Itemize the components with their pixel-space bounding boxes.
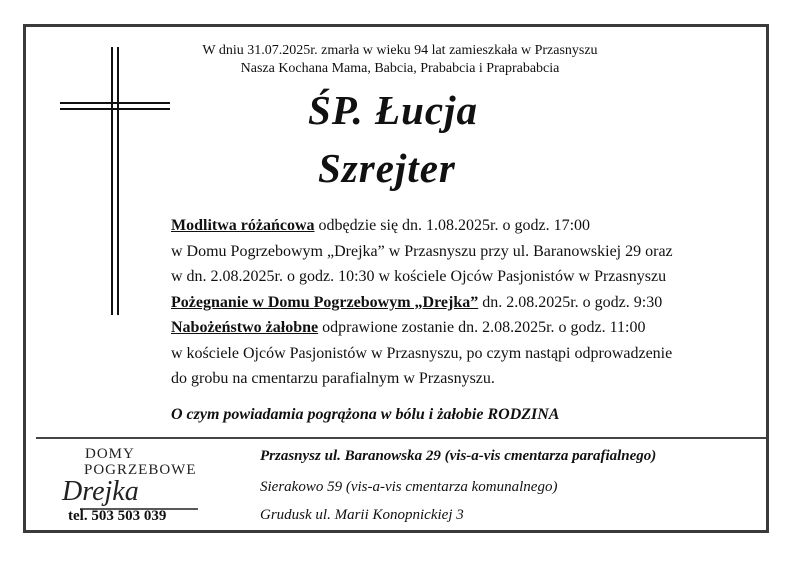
rosary-label: Modlitwa różańcowa <box>171 217 315 234</box>
detail-line: w Domu Pogrzebowym „Drejka” w Przasnyszu przy ul. Baranowskiej 29 oraz <box>171 242 673 260</box>
phone-number: tel. 503 503 039 <box>68 508 167 524</box>
deceased-last-name: Szrejter <box>318 145 456 191</box>
logo-line-domy: DOMY <box>85 446 135 462</box>
mass-line: Nabożeństwo żałobne odprawione zostanie dn. 2.08.2025r. o godz. 11:00 <box>171 319 646 336</box>
logo-script-drejka: Drejka <box>62 476 139 507</box>
mass-label: Nabożeństwo żałobne <box>171 319 319 336</box>
logo-line-pogrzebowe: POGRZEBOWE <box>84 462 197 478</box>
farewell-line: Pożegnanie w Domu Pogrzebowym „Drejka” dn. 2.08.2025r. o godz. 9:30 <box>171 293 663 311</box>
footer-divider <box>36 437 766 439</box>
family-closing: O czym powiadamia pogrążona w bólu i żałobie RODZINA <box>171 406 560 423</box>
detail-line: w dn. 2.08.2025r. o godz. 10:30 w kościele Ojców Pasjonistów w Przasnyszu <box>171 268 667 285</box>
death-notice-line: W dniu 31.07.2025r. zmarła w wieku 94 lat zamieszkała w Przasnyszu <box>202 43 598 58</box>
relation-line: Nasza Kochana Mama, Babcia, Prababcia i Praprababcia <box>240 61 560 76</box>
cross-icon <box>58 45 178 320</box>
rosary-line: Modlitwa różańcowa odbędzie się dn. 1.08.2025r. o godz. 17:00 <box>171 217 591 234</box>
farewell-label: Pożegnanie w Domu Pogrzebowym „Drejka” <box>171 293 479 311</box>
ceremony-details <box>171 213 761 392</box>
detail-line: w kościele Ojców Pasjonistów w Przasnyszu, po czym nastąpi odprowadzenie <box>171 344 673 362</box>
address-przasnysz: Przasnysz ul. Baranowska 29 (vis-a-vis cmentarza parafialnego) <box>260 448 657 464</box>
deceased-first-name: ŚP. Łucja <box>308 87 478 133</box>
detail-line: do grobu na cmentarzu parafialnym w Przasnyszu. <box>171 370 495 387</box>
address-sierakowo: Sierakowo 59 (vis-a-vis cmentarza komunalnego) <box>260 479 558 495</box>
address-grudusk: Grudusk ul. Marii Konopnickiej 3 <box>260 507 464 523</box>
